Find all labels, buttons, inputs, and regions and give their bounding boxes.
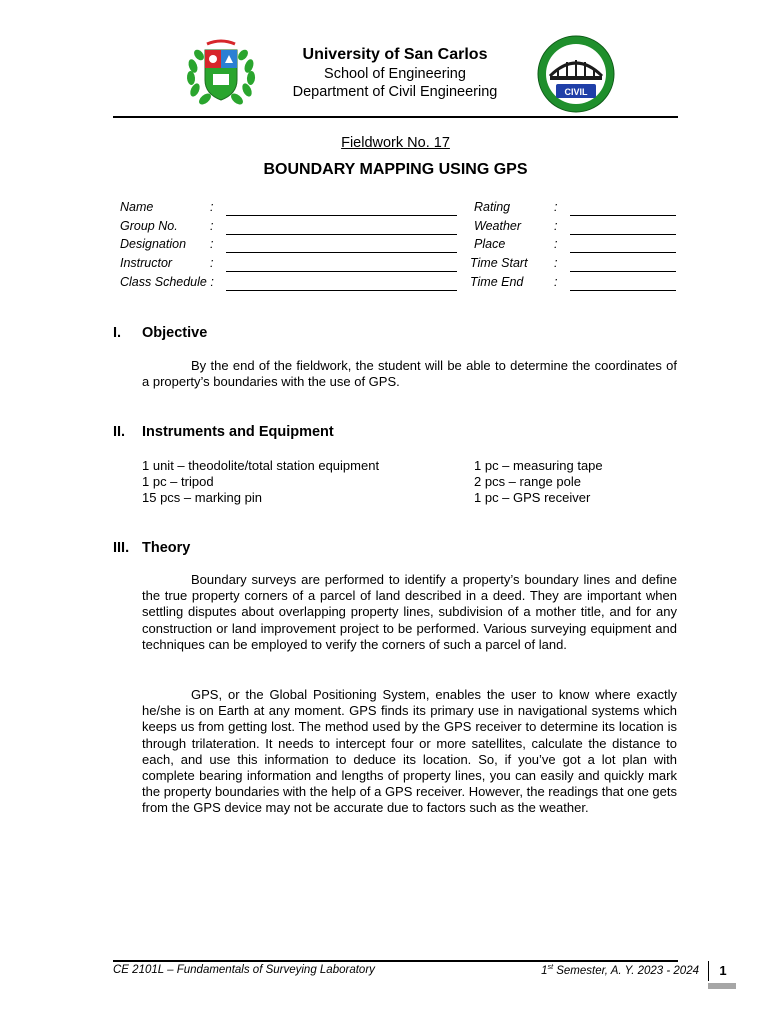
class-schedule-field[interactable] [226, 290, 457, 291]
theory-paragraph-2: GPS, or the Global Positioning System, enables the user to know where exactly he/she is on Earth at any moment. GPS finds its primary use in navigational systems which keeps us from getting lost. The method used by the GPS receiver to determine its location is through trilateration. It needs to intercept four or more satellites, calculate the distance to each, and use this information to deduce its location. So, if you’ve got a lot plan with complete bearing information and lengths of property lines, you can easily and quickly mark the property boundaries with the help of a GPS receiver. However, the readings that one gets from the GPS device may not be accurate due to factors such as the weather. [142, 687, 677, 816]
info-form [120, 200, 680, 293]
form-label: Name [120, 200, 154, 214]
form-row: Designation : Place : [120, 237, 680, 256]
list-item: 1 pc – tripod 2 pcs – range pole [142, 474, 581, 489]
document-title: BOUNDARY MAPPING USING GPS [263, 161, 528, 178]
section-heading: I. Objective [113, 325, 208, 341]
civil-engineering-logo [536, 34, 616, 114]
designation-field[interactable] [226, 252, 457, 253]
footer-course: CE 2101L – Fundamentals of Surveying Laboratory [113, 964, 375, 976]
list-item: 1 unit – theodolite/total station equipment 1 pc – measuring tape [142, 458, 603, 473]
instructor-field[interactable] [226, 271, 457, 272]
form-row: Group No. : Weather : [120, 219, 680, 238]
form-label: Group No. [120, 218, 178, 233]
form-label: Time End [470, 274, 524, 289]
school-name: School of Engineering [324, 66, 466, 82]
civil-logo-text: CIVIL [564, 87, 588, 97]
objective-text: By the end of the fieldwork, the student will be able to determine the coordinates of a property’s boundaries with the use of GPS. [142, 358, 677, 390]
time-start-field[interactable] [570, 271, 676, 272]
rating-field[interactable] [570, 215, 676, 216]
form-label: Place [474, 237, 506, 252]
form-row: Instructor : Time Start : [120, 256, 680, 275]
theory-paragraph-1: Boundary surveys are performed to identify a property’s boundary lines and define the true property corners of a parcel of land described in a deed. They are important when settling disputes about overlapping property lines, subdivision of a mother title, and for any construction or land improvement project to be performed. Various surveying equipment and techniques can be employed to verify the corners of such a parcel of land. [142, 572, 677, 652]
form-label: Rating [474, 200, 511, 214]
form-label: Weather [474, 218, 522, 233]
page-number: 1 [708, 961, 737, 981]
weather-field[interactable] [570, 234, 676, 235]
fieldwork-number: Fieldwork No. 17 [341, 135, 450, 151]
time-end-field[interactable] [570, 290, 676, 291]
department-name: Department of Civil Engineering [292, 84, 498, 100]
form-label: Time Start [470, 256, 528, 271]
form-row: Name : Rating : [120, 200, 680, 219]
footer-rule [113, 960, 678, 962]
form-label: Designation [120, 237, 187, 252]
equipment-list [142, 458, 677, 506]
footer-semester: 1st Semester, A. Y. 2023 - 2024 [541, 964, 699, 977]
form-label: Instructor [120, 256, 173, 271]
section-heading: II. Instruments and Equipment [113, 424, 334, 440]
group-no-field[interactable] [226, 234, 457, 235]
name-field[interactable] [226, 215, 457, 216]
page-number-bar [708, 983, 736, 989]
header-rule [113, 116, 678, 118]
form-label: Class Schedule : [120, 274, 214, 289]
section-heading: III. Theory [113, 540, 191, 556]
list-item: 15 pcs – marking pin 1 pc – GPS receiver [142, 490, 591, 505]
university-name: University of San Carlos [302, 46, 488, 63]
place-field[interactable] [570, 252, 676, 253]
form-row: Class Schedule : Time End : [120, 275, 680, 294]
